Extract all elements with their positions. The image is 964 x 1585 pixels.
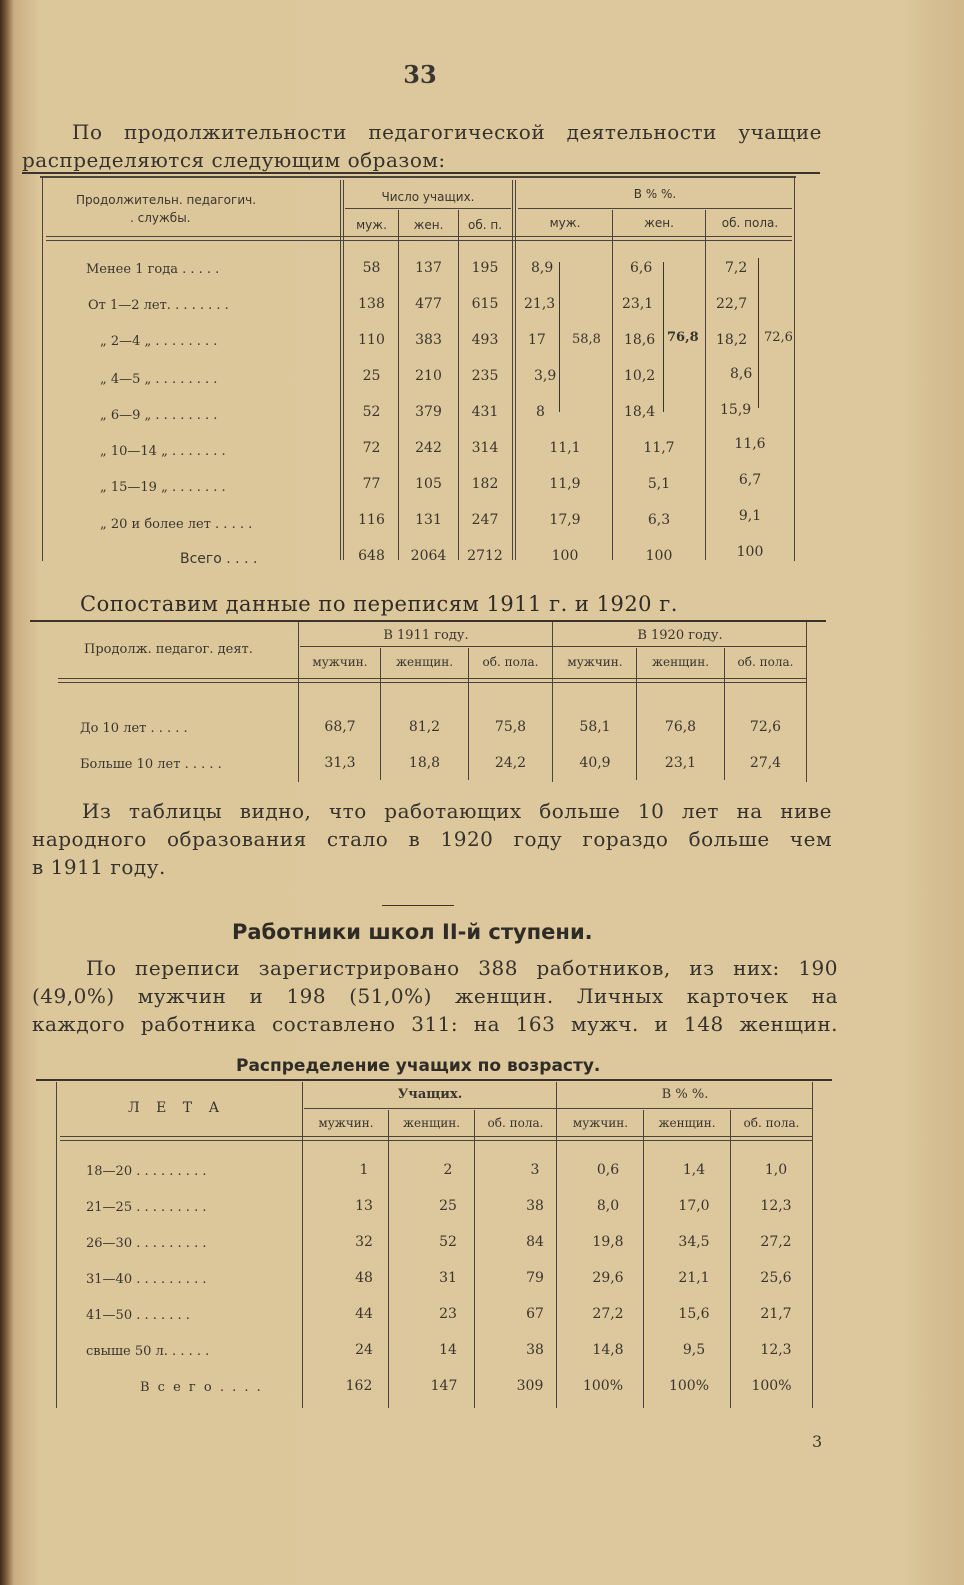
intro-line-1: По продолжительности педагогической деятельности учащие bbox=[72, 120, 822, 144]
t3-cell: 1 bbox=[359, 1162, 369, 1178]
t1-sub-3: муж. bbox=[549, 216, 581, 230]
section-line-3: каждого работника составлено 311: на 163 мужч. и 148 женщин. bbox=[32, 1012, 838, 1036]
t1-cell: 6,6 bbox=[630, 260, 653, 276]
t3-sub-5: об. пола. bbox=[743, 1116, 800, 1130]
t3-cell: 29,6 bbox=[592, 1270, 624, 1286]
t3-cell: 100% bbox=[582, 1378, 624, 1394]
t1-row-label: От 1—2 лет. . . . . . . . bbox=[88, 298, 229, 313]
t1-row-label: Всего . . . . bbox=[180, 551, 258, 567]
t1-cell: 116 bbox=[358, 512, 385, 528]
t1-cell: 2712 bbox=[467, 548, 503, 564]
t1-cell: 7,2 bbox=[725, 260, 748, 276]
t3-cell: 24 bbox=[355, 1342, 373, 1358]
t3-cell: 67 bbox=[526, 1306, 544, 1322]
t3-cell: 27,2 bbox=[760, 1234, 792, 1250]
t2-sub-1: женщин. bbox=[395, 655, 454, 669]
t3-cell: 0,6 bbox=[596, 1162, 620, 1178]
top-rule bbox=[22, 172, 820, 174]
t1-cell: 11,7 bbox=[643, 440, 675, 456]
t1-cell: 18,2 bbox=[716, 332, 748, 348]
t3-cell: 12,3 bbox=[760, 1342, 792, 1358]
t2-cell: 31,3 bbox=[324, 755, 356, 771]
t1-cell: 9,1 bbox=[738, 508, 762, 524]
t1-cell: 22,7 bbox=[716, 296, 748, 312]
t3-cell: 84 bbox=[526, 1234, 544, 1250]
t1-cell: 477 bbox=[415, 296, 442, 312]
t3-cell: 23 bbox=[439, 1306, 457, 1322]
t1-cell: 110 bbox=[358, 332, 385, 348]
section-paragraph bbox=[32, 954, 838, 1038]
t2-sub-5: об. пола. bbox=[737, 655, 794, 669]
t2-cell: 58,1 bbox=[579, 719, 611, 735]
t3-cell: 17,0 bbox=[678, 1198, 710, 1214]
page-number: 33 bbox=[403, 60, 437, 89]
t1-sub-5: об. пола. bbox=[721, 216, 779, 230]
conclusion-line-3: в 1911 году. bbox=[32, 855, 166, 879]
t3-cell: 31 bbox=[439, 1270, 457, 1286]
t3-cell: 38 bbox=[526, 1342, 544, 1358]
t2-sub-3: мужчин. bbox=[567, 655, 623, 669]
footer-mark: 3 bbox=[812, 1432, 823, 1451]
t3-cell: 32 bbox=[355, 1234, 373, 1250]
t1-cell: 138 bbox=[358, 296, 385, 312]
t3-row-label: 31—40 . . . . . . . . . bbox=[86, 1272, 207, 1287]
t3-cell: 162 bbox=[345, 1378, 373, 1394]
t3-cell: 309 bbox=[516, 1378, 544, 1394]
section-line-2: (49,0%) мужчин и 198 (51,0%) женщин. Личных карточек на bbox=[32, 984, 838, 1008]
t3-cell: 12,3 bbox=[760, 1198, 792, 1214]
section-line-1: По переписи зарегистрировано 388 работников, из них: 190 bbox=[86, 956, 838, 980]
conclusion-line-2: народного образования стало в 1920 году гораздо больше чем bbox=[32, 827, 832, 851]
t1-cell: 314 bbox=[471, 440, 499, 456]
age-table-title: Распределение учащих по возрасту. bbox=[236, 1056, 601, 1076]
t3-cell: 1,4 bbox=[682, 1162, 706, 1178]
t3-cell: 48 bbox=[355, 1270, 373, 1286]
t1-cell: 72 bbox=[362, 440, 381, 456]
t1-sub-4: жен. bbox=[644, 216, 674, 230]
t3-row-label: 21—25 . . . . . . . . . bbox=[86, 1200, 207, 1215]
t1-female-bracket bbox=[657, 262, 664, 412]
t3-group2-header: В % %. bbox=[661, 1087, 709, 1102]
t1-cell: 195 bbox=[471, 260, 499, 276]
t1-cell: 11,1 bbox=[549, 440, 581, 456]
compare-heading: Сопоставим данные по переписям 1911 г. и 1920 г. bbox=[80, 592, 678, 616]
t1-cell: 493 bbox=[471, 332, 499, 348]
t1-row-label: „ 10—14 „ . . . . . . . bbox=[100, 444, 226, 459]
t2-cell: 24,2 bbox=[494, 755, 527, 771]
t1-cell: 131 bbox=[415, 512, 442, 528]
t1-cell: 6,7 bbox=[738, 472, 762, 488]
t3-cell: 8,0 bbox=[596, 1198, 620, 1214]
t1-bracket-both: 72,6 bbox=[764, 330, 793, 345]
t1-cell: 10,2 bbox=[624, 368, 656, 384]
t1-cell: 242 bbox=[415, 440, 442, 456]
t3-col0-header: Л Е Т А bbox=[128, 1100, 226, 1116]
t1-both-bracket bbox=[752, 258, 759, 408]
t1-bracket-female: 76,8 bbox=[667, 330, 699, 345]
t1-row-label: „ 4—5 „ . . . . . . . . bbox=[100, 372, 218, 387]
t2-row-label: Больше 10 лет . . . . . bbox=[80, 757, 222, 772]
t1-cell: 5,1 bbox=[647, 476, 671, 492]
t1-bracket-male: 58,8 bbox=[572, 332, 601, 347]
t1-cell: 17 bbox=[528, 332, 546, 348]
t1-row-label: „ 6—9 „ . . . . . . . . bbox=[100, 408, 218, 423]
conclusion-paragraph bbox=[32, 797, 832, 881]
t3-cell: 19,8 bbox=[592, 1234, 624, 1250]
t1-cell: 137 bbox=[415, 260, 442, 276]
t3-cell: 25,6 bbox=[760, 1270, 792, 1286]
t1-cell: 247 bbox=[471, 512, 499, 528]
t3-cell: 14,8 bbox=[592, 1342, 624, 1358]
t3-cell: 14 bbox=[439, 1342, 457, 1358]
t3-cell: 34,5 bbox=[678, 1234, 710, 1250]
t3-cell: 52 bbox=[439, 1234, 457, 1250]
t1-cell: 15,9 bbox=[720, 402, 752, 418]
t3-sub-3: мужчин. bbox=[572, 1116, 629, 1130]
t3-row-label: свыше 50 л. . . . . . bbox=[86, 1344, 210, 1359]
t1-row-label: „ 20 и более лет . . . . . bbox=[100, 517, 253, 532]
t1-sub-1: жен. bbox=[413, 218, 444, 232]
t1-cell: 648 bbox=[358, 548, 385, 564]
t3-cell: 147 bbox=[430, 1378, 458, 1394]
t3-cell: 1,0 bbox=[764, 1162, 788, 1178]
t1-cell: 100 bbox=[645, 548, 673, 564]
t1-row-label: „ 15—19 „ . . . . . . . bbox=[100, 480, 226, 495]
t1-col0-header-b: . службы. bbox=[130, 211, 191, 225]
compare-rule bbox=[30, 620, 826, 622]
t1-sub-0: муж. bbox=[356, 218, 387, 232]
t1-cell: 2064 bbox=[410, 548, 447, 564]
t3-group1-header: Учащих. bbox=[397, 1087, 463, 1102]
t3-cell: 2 bbox=[443, 1162, 453, 1178]
t2-cell: 23,1 bbox=[664, 755, 697, 771]
t3-cell: 100% bbox=[751, 1378, 792, 1394]
t3-cell: 44 bbox=[355, 1306, 373, 1322]
t1-cell: 21,3 bbox=[524, 296, 556, 312]
t1-cell: 52 bbox=[362, 404, 381, 420]
t1-cell: 23,1 bbox=[622, 296, 654, 312]
t3-cell: 79 bbox=[526, 1270, 544, 1286]
t3-cell: 13 bbox=[355, 1198, 373, 1214]
t3-sub-0: мужчин. bbox=[318, 1116, 374, 1130]
t1-cell: 100 bbox=[551, 548, 579, 564]
section-title: Работники школ II-й ступени. bbox=[232, 920, 593, 944]
t2-cell: 75,8 bbox=[494, 719, 527, 735]
t1-cell: 383 bbox=[415, 332, 442, 348]
t1-cell: 8 bbox=[536, 404, 545, 420]
t1-cell: 235 bbox=[471, 368, 499, 384]
t3-cell: 21,1 bbox=[678, 1270, 710, 1286]
t2-cell: 76,8 bbox=[664, 719, 697, 735]
t1-cell: 105 bbox=[415, 476, 442, 492]
intro-line-2: распределяются следующим образом: bbox=[22, 148, 446, 172]
t1-cell: 431 bbox=[471, 404, 499, 420]
intro-paragraph bbox=[22, 118, 822, 174]
t1-cell: 210 bbox=[415, 368, 442, 384]
t1-cell: 6,3 bbox=[647, 512, 671, 528]
t1-cell: 182 bbox=[471, 476, 499, 492]
t1-sub-2: об. п. bbox=[467, 218, 503, 232]
t3-cell: 9,5 bbox=[682, 1342, 706, 1358]
t2-sub-2: об. пола. bbox=[482, 655, 539, 669]
t2-row-label: До 10 лет . . . . . bbox=[80, 721, 188, 736]
t3-row-label: 18—20 . . . . . . . . . bbox=[86, 1164, 207, 1179]
t1-cell: 3,9 bbox=[534, 368, 557, 384]
t1-cell: 615 bbox=[471, 296, 499, 312]
t1-cell: 18,4 bbox=[624, 404, 656, 420]
t3-sub-2: об. пола. bbox=[487, 1116, 544, 1130]
t1-row-label: „ 2—4 „ . . . . . . . . bbox=[100, 334, 218, 349]
t1-male-bracket bbox=[553, 262, 560, 412]
t3-cell: 3 bbox=[530, 1162, 540, 1178]
t2-group2-header: В 1920 году. bbox=[637, 628, 723, 643]
t2-cell: 81,2 bbox=[408, 719, 441, 735]
t3-cell: 27,2 bbox=[592, 1306, 624, 1322]
conclusion-line-1: Из таблицы видно, что работающих больше 10 лет на ниве bbox=[82, 799, 832, 823]
t1-group1-header: Число учащих. bbox=[381, 190, 475, 204]
t2-sub-0: мужчин. bbox=[312, 655, 368, 669]
age-table-rule bbox=[36, 1079, 832, 1081]
t3-cell: 21,7 bbox=[760, 1306, 792, 1322]
t3-cell: 25 bbox=[439, 1198, 457, 1214]
t3-sub-1: женщин. bbox=[402, 1116, 461, 1130]
t3-sub-4: женщин. bbox=[658, 1116, 716, 1130]
t1-cell: 25 bbox=[362, 368, 381, 384]
section-divider bbox=[382, 905, 454, 906]
t1-cell: 18,6 bbox=[624, 332, 656, 348]
t2-group1-header: В 1911 году. bbox=[383, 628, 469, 643]
t2-cell: 72,6 bbox=[749, 719, 782, 735]
t1-cell: 100 bbox=[736, 544, 764, 560]
t1-cell: 8,9 bbox=[531, 260, 554, 276]
t1-cell: 8,6 bbox=[730, 366, 753, 382]
t2-cell: 68,7 bbox=[324, 719, 356, 735]
t2-sub-4: женщин. bbox=[651, 655, 710, 669]
t3-row-label: В с е г о . . . . bbox=[140, 1380, 263, 1395]
t1-cell: 11,9 bbox=[549, 476, 581, 492]
t3-row-label: 41—50 . . . . . . . bbox=[86, 1308, 190, 1323]
t2-cell: 27,4 bbox=[749, 755, 782, 771]
t2-cell: 18,8 bbox=[408, 755, 441, 771]
t1-col0-header: Продолжительн. педагогич. bbox=[76, 193, 257, 207]
t1-row-label: Менее 1 года . . . . . bbox=[86, 262, 220, 277]
t1-group2-header: В % %. bbox=[633, 187, 677, 201]
t3-cell: 15,6 bbox=[678, 1306, 710, 1322]
t1-cell: 17,9 bbox=[549, 512, 581, 528]
t3-cell: 100% bbox=[668, 1378, 710, 1394]
t3-row-label: 26—30 . . . . . . . . . bbox=[86, 1236, 207, 1251]
t2-col0-header: Продолж. педагог. деят. bbox=[84, 642, 253, 657]
t1-cell: 77 bbox=[362, 476, 381, 492]
t1-cell: 58 bbox=[362, 260, 381, 276]
t1-cell: 379 bbox=[415, 404, 442, 420]
t3-cell: 38 bbox=[526, 1198, 544, 1214]
t2-cell: 40,9 bbox=[579, 755, 611, 771]
t1-cell: 11,6 bbox=[734, 436, 766, 452]
